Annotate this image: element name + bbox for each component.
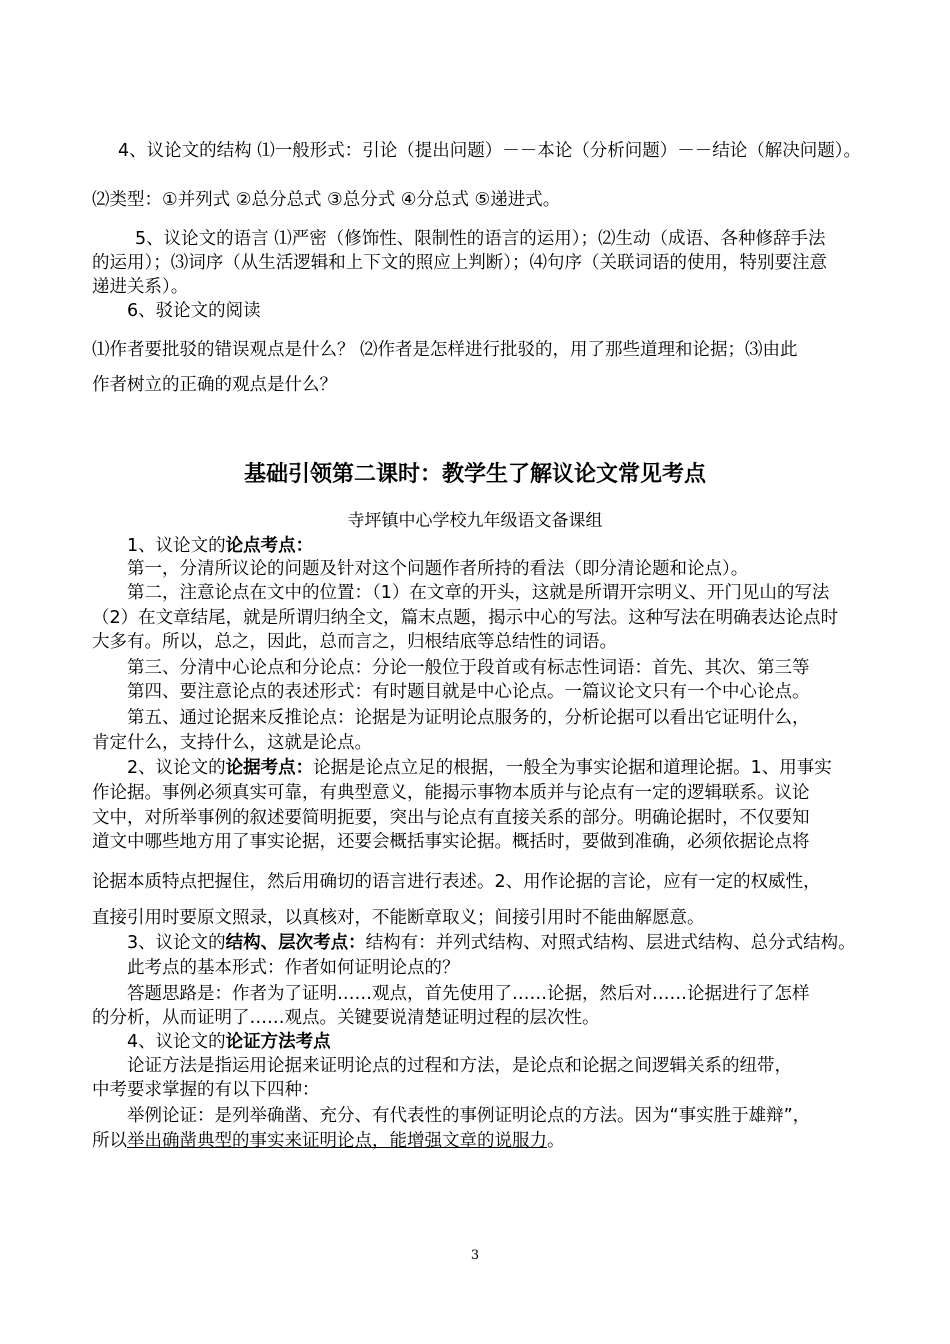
evidence-heading [127, 756, 907, 780]
line-suffix: 。 [547, 1131, 565, 1151]
paragraph-line: 直接引用时要原文照录，以真核对，不能断章取义；间接引用时不能曲解愿意。 [92, 908, 705, 928]
paragraph-line: 第一，分清所议论的问题及针对这个问题作者所持的看法（即分清论题和论点）。 [127, 559, 749, 579]
paragraph-line: 中考要求掌握的有以下四种： [92, 1080, 320, 1100]
paragraph-line: 论证方法是指运用论据来证明论点的过程和方法，是论点和论据之间逻辑关系的纽带， [127, 1056, 792, 1076]
page-number: 3 [470, 1248, 480, 1263]
heading-prefix: 1、议论文的 [127, 536, 226, 556]
types-line: ⑵类型：①并列式 ②总分总式 ③总分式 ④分总式 ⑤递进式。 [92, 190, 561, 210]
language-line-2: 的运用）；⑶词序（从生活逻辑和上下文的照应上判断）；⑷句序（关联词语的使用，特别要注意 [92, 253, 827, 273]
language-line-3: 递进关系）。 [92, 277, 189, 297]
structure-heading [127, 931, 907, 955]
paragraph-line: 道文中哪些地方用了事实论据，还要会概括事实论据。概括时，要做到准确，必须依据论点将 [92, 832, 810, 852]
argument-point-heading [127, 534, 907, 558]
heading-rest: 论据是论点立足的根据，一般全为事实论据和道理论据。1、用事实 [313, 758, 832, 778]
paragraph-line: 第五、通过论据来反推论点：论据是为证明论点服务的，分析论据可以看出它证明什么， [127, 708, 810, 728]
paragraph-line: 论据本质特点把握住，然后用确切的语言进行表述。2、用作论据的言论，应有一定的权威性， [92, 872, 821, 892]
refutation-heading: 6、驳论文的阅读 [127, 301, 261, 321]
heading-bold: 论证方法考点 [225, 1032, 331, 1052]
paragraph-line [92, 1129, 872, 1153]
paragraph-line: 作论据。事例必须真实可靠，有典型意义，能揭示事物本质并与论点有一定的逻辑联系。议论 [92, 783, 810, 803]
paragraph-line: 第二，注意论点在文中的位置：（1）在文章的开头，这就是所谓开宗明义、开门见山的写法 [127, 583, 830, 603]
paragraph-line: 第四、要注意论点的表述形式：有时题目就是中心论点。一篇议论文只有一个中心论点。 [127, 682, 810, 702]
language-line: 5、议论文的语言 ⑴严密（修饰性、限制性的语言的运用）；⑵生动（成语、各种修辞手法 [135, 229, 826, 249]
paragraph-line: 肯定什么，支持什么，这就是论点。 [92, 733, 372, 753]
page-title: 基础引领第二课时：教学生了解议论文常见考点 [243, 462, 706, 487]
page-subtitle: 寺坪镇中心学校九年级语文备课组 [347, 511, 603, 531]
structure-line: 4、议论文的结构 ⑴一般形式：引论（提出问题）－－本论（分析问题）－－结论（解决问题）。 [118, 141, 861, 161]
method-heading [127, 1030, 907, 1054]
paragraph-line: 的分析，从而证明了……观点。关键要说清楚证明过程的层次性。 [92, 1008, 600, 1028]
heading-prefix: 2、议论文的 [127, 758, 226, 778]
refutation-line-1: ⑴作者要批驳的错误观点是什么？ ⑵作者是怎样进行批驳的，用了那些道理和论据；⑶由此 [92, 340, 798, 360]
heading-bold: 论点考点： [225, 536, 314, 556]
paragraph-line: 此考点的基本形式：作者如何证明论点的？ [127, 958, 460, 978]
paragraph-line: （2）在文章结尾，就是所谓归纳全文，篇末点题，揭示中心的写法。这种写法在明确表达论点时 [92, 608, 839, 628]
paragraph-line: 举例论证：是列举确凿、充分、有代表性的事例证明论点的方法。因为“事实胜于雄辩”， [127, 1106, 811, 1126]
heading-prefix: 4、议论文的 [127, 1032, 226, 1052]
heading-bold: 结构、层次考点： [225, 933, 366, 953]
heading-rest: 结构有：并列式结构、对照式结构、层进式结构、总分式结构。 [365, 933, 856, 953]
heading-bold: 论据考点： [225, 758, 314, 778]
line-prefix: 所以 [92, 1131, 127, 1151]
underlined-text: 举出确凿典型的事实来证明论点，能增强文章的说服力 [127, 1131, 547, 1151]
refutation-line-2: 作者树立的正确的观点是什么？ [92, 375, 337, 395]
paragraph-line: 第三、分清中心论点和分论点：分论一般位于段首或有标志性词语：首先、其次、第三等 [127, 658, 810, 678]
paragraph-line: 文中，对所举事例的叙述要简明扼要，突出与论点有直接关系的部分。明确论据时，不仅要知 [92, 808, 810, 828]
paragraph-line: 大多有。所以，总之，因此，总而言之，归根结底等总结性的词语。 [92, 632, 617, 652]
heading-prefix: 3、议论文的 [127, 933, 226, 953]
paragraph-line: 答题思路是：作者为了证明……观点，首先使用了……论据，然后对……论据进行了怎样 [127, 984, 810, 1004]
